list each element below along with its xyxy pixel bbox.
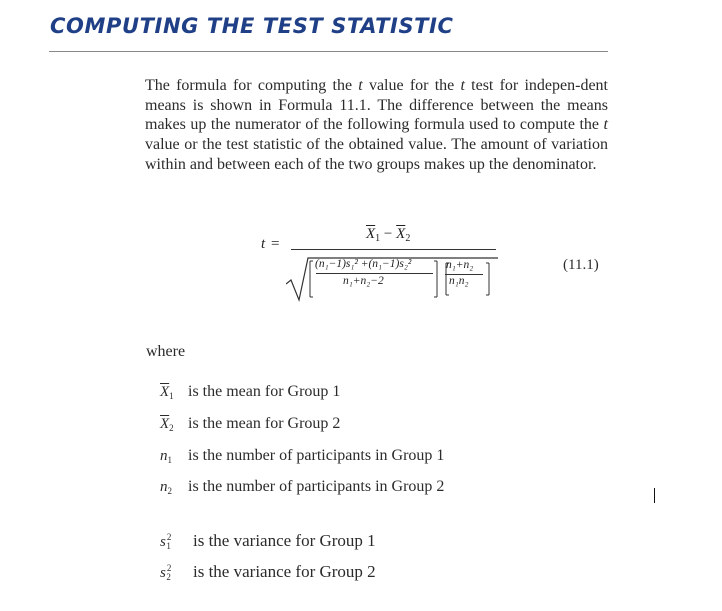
definition-symbol: s [160, 534, 166, 550]
t-test-formula [256, 222, 506, 304]
definition-symbol: s [160, 565, 166, 581]
definition-text: is the variance for Group 2 [193, 562, 376, 581]
pooled-variance-numerator: (n₁−1)s₁² +(n₁−1)s₂² [315, 258, 412, 270]
definition-row: $n_2$ is the number of participants in Group 2 [160, 478, 445, 496]
definition-symbol: $\overline{X}$ [160, 416, 170, 432]
sample-ratio-denominator: n₁n₂ [449, 275, 469, 287]
pooled-variance-denominator: n₁+n₂−2 [343, 275, 384, 287]
definition-symbol: n [160, 448, 168, 464]
pooled-variance-bar [316, 273, 433, 274]
formula-numerator: $\overline{X}_1 - \overline{X}_2$ [366, 226, 411, 244]
definition-text: is the number of participants in Group 2 [188, 478, 445, 495]
definition-text: is the variance for Group 1 [193, 531, 376, 550]
definition-text: is the number of participants in Group 1 [188, 447, 445, 464]
definition-symbol: $\overline{X}$ [160, 384, 170, 400]
formula-number: (11.1) [563, 257, 599, 273]
definition-symbol: n [160, 479, 168, 495]
para-text-4: value or the test statistic of the obtained value. The amount of variation within and between each of the two groups makes up the denominator. [145, 136, 608, 173]
definition-row: $s^2_2$ is the variance for Group 2 [160, 562, 376, 582]
definition-row: $\overline{X}_1$ is the mean for Group 1 [160, 383, 341, 401]
text-cursor [654, 488, 655, 503]
t-symbol-2: t [460, 77, 465, 94]
t-symbol-3: t [603, 116, 608, 134]
section-heading: COMPUTING THE TEST STATISTIC [50, 14, 454, 38]
t-symbol-1: t [358, 77, 363, 94]
para-text-2: value for the [362, 77, 461, 94]
para-text-1: The formula for computing the [145, 77, 359, 94]
where-label: where [146, 343, 186, 360]
definition-row: $\overline{X}_2$ is the mean for Group 2 [160, 415, 341, 433]
definition-text: is the mean for Group 2 [188, 415, 341, 432]
para-text-3: test for indepen-dent means is shown in Formula 11.1. The difference between the means makes up the numerator of the following formula used to compute the [145, 77, 609, 134]
formula-t: t [261, 236, 266, 252]
sample-ratio-numerator: n₁+n₂ [446, 259, 474, 271]
definition-text: is the mean for Group 1 [188, 383, 341, 400]
formula-equals: = [271, 236, 280, 252]
body-paragraph [145, 76, 608, 175]
definition-row: $s^2_1$ is the variance for Group 1 [160, 531, 376, 551]
formula-fraction-bar [291, 249, 496, 250]
definition-row: $n_1$ is the number of participants in Group 1 [160, 447, 445, 465]
heading-rule [49, 51, 608, 52]
